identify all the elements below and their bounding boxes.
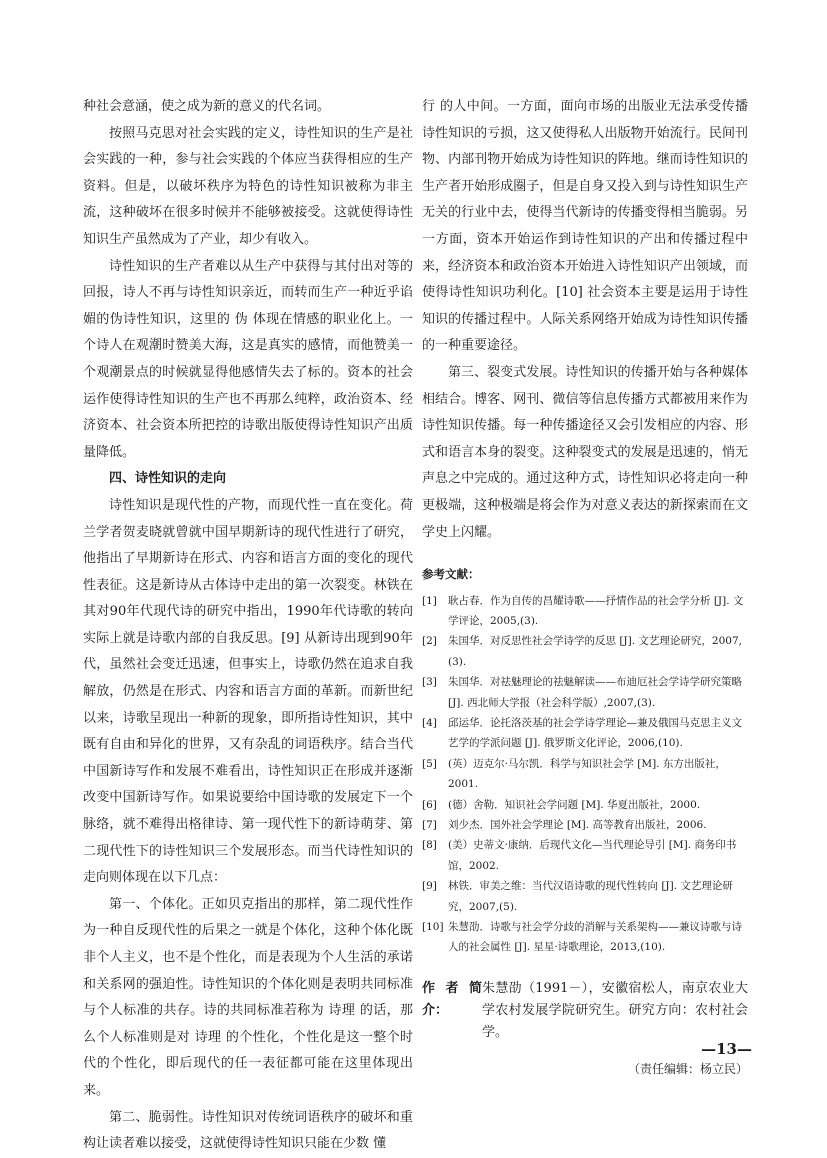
author-label: 作者简介： [422, 980, 482, 1018]
paragraph: 第三、裂变式发展。诗性知识的传播开始与各种媒体相结合。博客、网刊、微信等信息传播方式都被用来作为诗性知识传播。每一种传播途径又会引发相应的内容、形式和语言本身的裂变。这种裂变式的发展是迅速的，悄无声息之中完成的。通过这种方式，诗性知识必将走向一种更极端，这种极端是将会作为对意义表达的新探索而在文学史上闪耀。 [422, 364, 748, 540]
reference-text: 朱国华．对反思性社会学诗学的反思 [J]. 文艺理论研究，2007,(3). [448, 635, 742, 668]
paragraph: 诗性知识是现代性的产物，而现代性一直在变化。荷兰学者贺麦晓就曾就中国早期新诗的现代性进行了研究，他指出了早期新诗在形式、内容和语言方面的变化的现代性表征。这是新诗从古体诗中走出的第一次裂变。林铁在其对90年代现代诗的研究中指出，1990年代诗歌的转向实际上就是诗歌内部的自我反思。[9] 从新诗出现到90年代，虽然社会变迁迅速，但事实上，诗歌仍然在追求自我解放，仍然是在形式、内容和语言方面的革新。而新世纪以来，诗歌呈现出一种新的现象，即所指诗性知识，其中既有自由和异化的世界，又有杂乱的词语秩序。结合当代中国新诗写作和发展不难看出，诗性知识正在形成并逐渐改变中国新诗写作。如果说要给中国诗歌的发展定下一个脉络，就不难得出格律诗、第一现代性下的新诗萌芽、第二现代性下的诗性知识三个发展形态。而当代诗性知识的走向则体现在以下几点： [83, 497, 413, 886]
reference-item [422, 672, 748, 713]
reference-text: 邱运华．论托洛茨基的社会学诗学理论—兼及俄国马克思主义文艺学的学派问题 [J]. 俄罗斯文化评论，2006,(10). [448, 716, 742, 750]
paragraph: 第一、个体化。正如贝克指出的那样，第二现代性作为一种自反现代性的后果之一就是个体化，这种个体化既非个人主义，也不是个性化，而是表现为个人生活的承诺和关系网的强迫性。诗性知识的个体化则是表明共同标准与个人标准的共存。诗的共同标准若称为 诗理 的话，那么个人标准则是对 诗理 的个性化，个性化是这一整个时代的个性化，即后现代的任一表征都可能在这里体现出来。 [83, 896, 413, 1098]
right-column [422, 94, 748, 1080]
reference-number: [3] [422, 676, 437, 689]
responsible-editor: （责任编辑：杨立民） [627, 1061, 748, 1076]
reference-text: 朱慧劭．诗歌与社会学分歧的消解与关系架构——兼议诗歌与诗人的社会属性 [J]. 星星·诗歌理论，2013,(10). [448, 921, 742, 954]
paragraph: 行 的人中间。一方面，面向市场的出版业无法承受传播诗性知识的亏损，这又使得私人出版物开始流行。民间刊物、内部刊物开始成为诗性知识的阵地。继而诗性知识的生产者开始形成圈子，但是自身又投入到与诗性知识生产无关的行业中去，使得当代新诗的传播变得相当脆弱。另一方面，资本开始运作到诗性知识的产出和传播过程中来，经济资本和政治资本开始进入诗性知识产出领域，而使得诗性知识功利化。[10] 社会资本主要是运用于诗性知识的传播过程中。人际关系网络开始成为诗性知识传播的一种重要途径。 [422, 99, 748, 354]
reference-number: [7] [422, 818, 437, 831]
reference-item [422, 631, 748, 672]
page-number: —13— [701, 1040, 752, 1058]
reference-number: [6] [422, 798, 437, 811]
reference-list [422, 591, 748, 958]
reference-number: [9] [422, 880, 437, 893]
section-heading: 四、诗性知识的走向 [109, 471, 227, 487]
reference-item [422, 713, 748, 754]
reference-text: (美）史蒂文·康纳．后现代文化—当代理论导引 [M]. 商务印书馆，2002. [448, 839, 737, 872]
reference-number: [2] [422, 635, 437, 648]
reference-text: 林铁．审美之维：当代汉语诗歌的现代性转向 [J]. 文艺理论研究，2007,(5). [448, 880, 733, 913]
reference-number: [10] [422, 921, 444, 933]
reference-item [422, 876, 748, 917]
reference-text: 朱国华．对祛魅理论的祛魅解读——布迪厄社会学诗学研究策略 [J]. 西北师大学报（社会科学版）,2007,(3). [448, 676, 742, 709]
author-bio [422, 978, 748, 1044]
reference-item [422, 754, 748, 795]
reference-item [422, 835, 748, 876]
reference-item [422, 795, 748, 815]
reference-text: 耿占春．作为自传的昌耀诗歌——抒情作品的社会学分析 [J]. 文学评论，2005,(3). [448, 594, 744, 627]
reference-item [422, 591, 748, 632]
reference-number: [1] [422, 594, 437, 607]
paragraph: 第二、脆弱性。诗性知识对传统词语秩序的破坏和重构让读者难以接受，这就使得诗性知识只能在少数 懂 [83, 1109, 413, 1152]
reference-number: [4] [422, 716, 437, 729]
reference-text: (英）迈克尔·马尔凯．科学与知识社会学 [M]. 东方出版社，2001. [448, 757, 726, 791]
reference-item [422, 815, 748, 835]
reference-text: (德）舍勒．知识社会学问题 [M]. 华夏出版社，2000. [448, 798, 701, 811]
references [422, 564, 748, 958]
reference-number: [5] [422, 757, 437, 770]
reference-item [422, 917, 748, 958]
paragraph: 诗性知识的生产者难以从生产中获得与其付出对等的回报，诗人不再与诗性知识亲近，而转而生产一种近乎谄媚的伪诗性知识，这里的 伪 体现在情感的职业化上。一个诗人在观潮时赞美大海，这是真实的感情，而他赞美一个观潮景点的时候就显得他感情失去了标的。资本的社会运作使得诗性知识的生产也不再那么纯粹，政治资本、经济资本、社会资本所把控的诗歌出版使得诗性知识产出质量降低。 [83, 258, 413, 460]
author-text: 朱慧劭（1991－），安徽宿松人，南京农业大学农村发展学院研究生。研究方向：农村社会学。 [482, 980, 748, 1040]
reference-number: [8] [422, 839, 437, 852]
references-title: 参考文献： [422, 567, 480, 582]
left-column [83, 94, 413, 1158]
reference-text: 刘少杰．国外社会学理论 [M]. 高等教育出版社，2006. [448, 818, 707, 831]
paragraph: 按照马克思对社会实践的定义，诗性知识的生产是社会实践的一种，参与社会实践的个体应当获得相应的生产资料。但是，以破坏秩序为特色的诗性知识被称为非主流，这种破坏在很多时候并不能够被接受。这就使得诗性知识生产虽然成为了产业，却少有收入。 [83, 125, 413, 247]
paragraph: 种社会意涵，使之成为新的意义的代名词。 [83, 99, 331, 114]
